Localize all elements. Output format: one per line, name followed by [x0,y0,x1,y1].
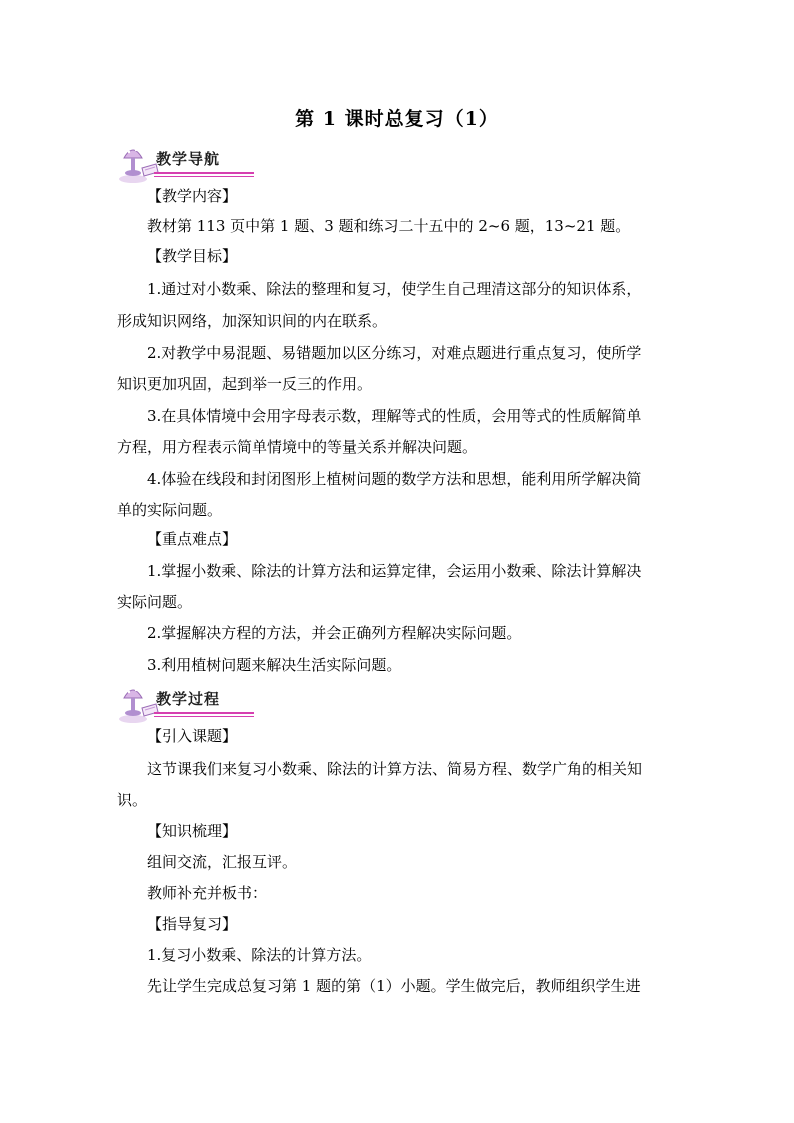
paragraph-line: 识。 [117,791,148,809]
paragraph-line: 组间交流，汇报互评。 [147,853,298,871]
paragraph-line: 4.体验在线段和封闭图形上植树问题的数学方法和思想，能利用所学解决简 [147,470,642,488]
paragraph-line: 3.利用植树问题来解决生活实际问题。 [147,656,402,674]
paragraph-line: 单的实际问题。 [117,501,223,519]
banner-rule-thin [154,716,254,717]
section-banner-teaching-process [116,678,256,726]
heading-knowledge-review: 【知识梳理】 [147,822,238,840]
paragraph-line: 先让学生完成总复习第 1 题的第（1）小题。学生做完后，教师组织学生进 [147,977,641,995]
heading-introduce-topic: 【引入课题】 [147,727,238,745]
paragraph-line: 这节课我们来复习小数乘、除法的计算方法、简易方程、数学广角的相关知 [147,760,643,778]
lamp-book-icon [116,138,160,186]
section-banner-teaching-nav [116,138,256,186]
paragraph-line: 3.在具体情境中会用字母表示数，理解等式的性质，会用等式的性质解简单 [147,407,642,425]
paragraph-line: 2.掌握解决方程的方法，并会正确列方程解决实际问题。 [147,624,522,642]
heading-key-points: 【重点难点】 [147,530,238,548]
paragraph-line: 1.复习小数乘、除法的计算方法。 [147,946,372,964]
paragraph-line: 2.对教学中易混题、易错题加以区分练习，对难点题进行重点复习，使所学 [147,344,642,362]
paragraph-line: 1.通过对小数乘、除法的整理和复习，使学生自己理清这部分的知识体系， [147,280,642,298]
heading-guided-review: 【指导复习】 [147,915,238,933]
banner-rule [154,712,254,714]
paragraph-line: 教师补充并板书： [147,884,268,902]
paragraph-line: 教材第 113 页中第 1 题、3 题和练习二十五中的 2~6 题，13~21 题。 [147,217,631,235]
banner-rule-thin [154,176,254,177]
page-title: 第 1 课时总复习（1） [295,108,499,130]
heading-teaching-goals: 【教学目标】 [147,247,238,265]
banner-label: 教学过程 [156,690,221,708]
paragraph-line: 1.掌握小数乘、除法的计算方法和运算定律，会运用小数乘、除法计算解决 [147,562,642,580]
banner-rule [154,172,254,174]
heading-teaching-content: 【教学内容】 [147,187,238,205]
paragraph-line: 实际问题。 [117,593,193,611]
paragraph-line: 方程，用方程表示简单情境中的等量关系并解决问题。 [117,438,478,456]
paragraph-line: 知识更加巩固，起到举一反三的作用。 [117,375,373,393]
lamp-book-icon [116,678,160,726]
banner-label: 教学导航 [156,150,221,168]
paragraph-line: 形成知识网络，加深知识间的内在联系。 [117,312,388,330]
